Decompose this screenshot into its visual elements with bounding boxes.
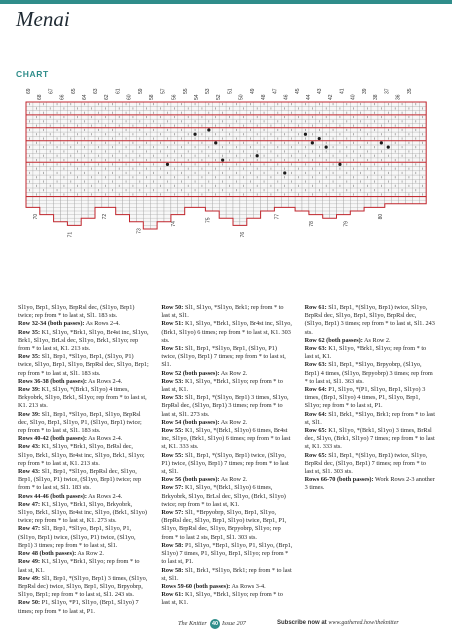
chart-bottom-label: 79 bbox=[343, 221, 350, 227]
chart-top-label: 63 bbox=[93, 88, 100, 94]
instruction-row bbox=[18, 501, 149, 526]
chart-top-label: 57 bbox=[160, 88, 167, 94]
chart-top-label: 41 bbox=[339, 88, 346, 94]
instruction-row bbox=[18, 550, 149, 558]
instruction-row-text: Sl1, Brp1, *Sl1yo, Brp1, Sl1yo, P1, (Sl1yo, Brp1) twice, (Sl1yo, P1) twice, (Sl1yo, Brp1) 3 times; rep from * to last st, Sl1. bbox=[18, 525, 136, 549]
chart-lower-column bbox=[150, 197, 157, 229]
chart-top-label: 62 bbox=[104, 94, 111, 100]
instruction-row-label: Row 50: bbox=[161, 304, 184, 311]
chart-top-label: 58 bbox=[149, 94, 155, 100]
instruction-row-label: Row 58: bbox=[161, 541, 184, 549]
instruction-row bbox=[18, 575, 149, 600]
chart-heading: CHART bbox=[16, 69, 49, 79]
instruction-row-label: Row 51: bbox=[161, 320, 184, 328]
instruction-row-text: As Row 2. bbox=[219, 418, 248, 426]
instruction-row bbox=[161, 370, 292, 378]
instruction-row-text: K1, Sl1yo, *Brk1, Sl1yo, BrRsl dec, Sl1yo, Brk1, Sl1yo, Br4st inc, Sl1yo, Brk1, Sl1yo; rep from * to last st, K1. 213 sts. bbox=[18, 443, 145, 467]
instruction-row-text: Sl1, Brp1, *Sl1yo, Brp1, (Sl1yo, P1) twice, Sl1yo, Brp1, Sl1yo, BrpRsl dec, Sl1yo, Brp1; rep from * to last st, Sl1. 183 sts. bbox=[18, 353, 149, 377]
knitting-chart bbox=[16, 80, 436, 275]
pattern-instructions bbox=[18, 304, 436, 616]
instruction-row-text: As Row 2. bbox=[362, 336, 391, 344]
chart-lower-column bbox=[54, 197, 61, 222]
chart-top-label: 59 bbox=[138, 88, 144, 94]
instruction-row-text: As Row 2. bbox=[219, 476, 248, 484]
instruction-row bbox=[305, 427, 436, 452]
instruction-row-text: K1, Sl1yo, *(Brk1, Sl1yo) 3 times, BrRsl dec, Sl1yo, (Brk1, Sl1yo) 7 times; rep from * to last st, K1. 333 sts. bbox=[304, 427, 435, 451]
chart-top-label: 60 bbox=[126, 94, 133, 100]
chart-lower-column bbox=[143, 197, 150, 229]
instruction-row bbox=[305, 361, 436, 386]
instruction-row-text: Sl1, Brp1, *Sl1yo, Brp1, (Sl1yo, P1) twice, (Sl1yo, Brp1) 7 times; rep from * to last st, Sl1. bbox=[161, 345, 286, 369]
instruction-row-label: Row 51: bbox=[161, 345, 184, 353]
instruction-row-text: Sl1, Brp1, *(Sl1yo, Brp1) twice, Sl1yo, BrpRsl dec, (Sl1yo, Brp1) 7 times; rep from * to last st, Sl1. 303 sts. bbox=[304, 451, 428, 476]
instruction-row-label: Rows 36-38 (both passes): bbox=[18, 377, 87, 385]
instruction-row bbox=[161, 583, 292, 591]
chart-top-label: 65 bbox=[70, 88, 77, 94]
chart-top-label: 69 bbox=[26, 88, 32, 94]
chart-lower-column bbox=[136, 197, 143, 222]
chart-lower-column bbox=[185, 197, 192, 208]
chart-top-label: 52 bbox=[216, 94, 223, 100]
chart-lower-column bbox=[116, 197, 123, 215]
chart-bobble-symbol bbox=[387, 146, 390, 149]
instruction-row-label: Row 65: bbox=[304, 427, 327, 435]
instruction-row-label: Row 47: bbox=[18, 500, 41, 508]
instruction-row bbox=[18, 329, 149, 354]
chart-lower-column bbox=[95, 197, 102, 208]
instruction-row-text: As Rows 2-4. bbox=[86, 377, 123, 385]
instruction-row bbox=[305, 337, 436, 345]
instruction-row-text: P1, Sl1yo, *Brp1, Sl1yo, P1, Sl1yo, (Brp1, Sl1yo) 7 times, P1, Sl1yo, Brp1, Sl1yo; rep from * to last st, P1. bbox=[161, 541, 293, 566]
chart-lower-column bbox=[316, 197, 323, 215]
instruction-row-text: Work Rows 2-3 another 3 times. bbox=[304, 476, 435, 492]
chart-top-label: 66 bbox=[59, 94, 66, 100]
chart-bottom-label: 71 bbox=[67, 231, 74, 238]
chart-top-label: 40 bbox=[350, 94, 357, 100]
chart-lower-column bbox=[33, 197, 40, 208]
chart-lower-column bbox=[281, 197, 288, 208]
instruction-row bbox=[305, 476, 436, 492]
instruction-row-label: Row 35: bbox=[18, 328, 41, 336]
instruction-row bbox=[305, 304, 436, 337]
instruction-row-label: Row 53: bbox=[161, 377, 184, 385]
top-accent-bar bbox=[0, 0, 452, 4]
chart-top-label: 37 bbox=[384, 88, 391, 94]
instruction-row bbox=[18, 599, 149, 615]
instruction-row-text: Sl1yo, Brp1, Sl1yo, BrpRsl dec, (Sl1yo, Brp1) twice; rep from * to last st, Sl1. 183 sts. bbox=[18, 304, 135, 320]
instruction-row-label: Row 54 (both passes): bbox=[161, 418, 220, 426]
instruction-row bbox=[305, 386, 436, 411]
footer-subscribe[interactable] bbox=[277, 620, 399, 626]
instruction-row-text: Sl1, Brp1, *(Sl1yo, Brp1) twice, (Sl1yo, P1) twice, (Sl1yo, Brp1) 7 times; rep from * to last st, Sl1. bbox=[161, 451, 289, 476]
instruction-row-text: K1, Sl1yo, *(Brk1, Sl1yo) 6 times, Br4st inc, Sl1yo, (Brk1, Sl1yo) 6 times; rep from * to last st, K1. 333 sts. bbox=[161, 427, 291, 451]
instruction-row bbox=[305, 452, 436, 477]
chart-bobble-symbol bbox=[166, 163, 169, 166]
chart-top-label: 45 bbox=[294, 88, 301, 94]
chart-top-label: 46 bbox=[283, 94, 290, 100]
instruction-row-label: Rows 40-42 (both passes): bbox=[18, 435, 87, 443]
chart-top-label: 48 bbox=[261, 94, 267, 100]
instruction-row-text: K1, Sl1yo, *Brk1, Sl1yo; rep from * to last st, K1. bbox=[161, 377, 283, 394]
chart-bottom-label: 77 bbox=[274, 213, 281, 220]
instruction-row-label: Row 49: bbox=[18, 574, 41, 582]
chart-bobble-symbol bbox=[207, 128, 210, 131]
instruction-row-text: Sl1, Brk1, *Sl1yo, Brk1; rep from * to last st, Sl1. bbox=[161, 566, 292, 582]
instruction-row-text: K1, Sl1yo, *Brk1, Sl1yo, Brkyobrk, Sl1yo, Brk1, Sl1yo, Br4st inc, Sl1yo, (Brk1, Sl1yo) twice; rep from * to last st, K1. 273 sts. bbox=[18, 500, 148, 525]
instruction-row bbox=[161, 591, 292, 607]
page-footer bbox=[0, 618, 452, 632]
instruction-row bbox=[161, 427, 292, 452]
instruction-row-text: K1, Sl1yo, *Brk1, Sl1yo; rep from * to last st, K1. bbox=[161, 591, 283, 607]
chart-top-label: 38 bbox=[373, 94, 379, 100]
instruction-row bbox=[161, 509, 292, 542]
instruction-row-text: P1, Sl1yo, *(P1, Sl1yo, Brp1, Sl1yo) 3 times, (Brp1, Sl1yo) 4 times, P1, Sl1yo, Brp1, Sl1yo; rep from * to last st, P1. bbox=[304, 386, 426, 410]
chart-top-label: 67 bbox=[48, 88, 55, 94]
chart-lower-column bbox=[288, 197, 295, 208]
instruction-row-label: Row 32-34 (both passes): bbox=[18, 320, 85, 328]
instruction-row-label: Row 61: bbox=[304, 304, 327, 311]
instruction-row-label: Row 47: bbox=[18, 525, 41, 533]
chart-lower-column bbox=[309, 197, 316, 215]
chart-bobble-symbol bbox=[193, 133, 196, 136]
chart-lower-column bbox=[371, 197, 378, 208]
instruction-row-text: P1, Sl1yo, *P1, Sl1yo, (Brp1, Sl1yo) 7 times; rep from * to last st, P1. bbox=[18, 599, 139, 615]
instruction-row-text: As Rows 2-4. bbox=[84, 320, 120, 328]
chart-top-label: 36 bbox=[395, 94, 402, 100]
chart-lower-column bbox=[364, 197, 371, 208]
instruction-row bbox=[18, 304, 149, 320]
chart-lower-column bbox=[199, 197, 206, 208]
instruction-row-label: Row 50: bbox=[18, 599, 41, 607]
chart-lower-column bbox=[47, 197, 54, 215]
chart-top-label: 42 bbox=[328, 94, 335, 100]
footer-subscribe-url[interactable]: www.gathered.how/theknitter bbox=[328, 620, 399, 626]
footer-subscribe-label: Subscribe now at bbox=[277, 620, 327, 626]
instruction-row bbox=[18, 386, 149, 411]
chart-lower-column bbox=[171, 197, 178, 215]
instruction-row-text: Sl1, Brp1, *Sl1yo, BrpRsl dec, Sl1yo, Brp1, (Sl1yo, P1) twice, (Sl1yo, Brp1) twice; rep from * to last st, Sl1. 183 sts. bbox=[18, 468, 142, 492]
instruction-row-label: Row 57: bbox=[161, 509, 184, 517]
instruction-row-label: Row 55: bbox=[161, 427, 184, 435]
chart-top-label: 35 bbox=[406, 88, 413, 94]
chart-lower-column bbox=[192, 197, 199, 208]
chart-top-label: 68 bbox=[37, 94, 43, 100]
instruction-row-text: Sl1, Brp1, *(Sl1yo, Brp1) 3 times, (Sl1yo, BrpRsl dec) twice, Sl1yo, Brp1, Sl1yo, Brpyobrp, Sl1yo, Brp1; rep from * to last st, Sl1. 243 sts. bbox=[18, 574, 148, 599]
instruction-row-text: As Rows 2-4. bbox=[86, 435, 123, 443]
instruction-row bbox=[161, 484, 292, 509]
chart-top-label: 51 bbox=[227, 88, 234, 94]
instruction-row bbox=[305, 345, 436, 361]
instruction-row-label: Row 49: bbox=[18, 558, 41, 566]
instruction-row bbox=[161, 567, 292, 583]
chart-top-label: 50 bbox=[238, 94, 245, 100]
chart-top-label: 61 bbox=[115, 88, 122, 94]
chart-lower-column bbox=[123, 197, 130, 215]
instruction-row-label: Rows 44-46 (both passes): bbox=[18, 492, 87, 500]
chart-bobble-symbol bbox=[380, 141, 383, 144]
chart-bobble-symbol bbox=[283, 171, 286, 174]
chart-bobble-symbol bbox=[214, 141, 217, 144]
chart-top-label: 55 bbox=[182, 88, 189, 94]
instruction-row-text: Sl1, Sl1yo, *Sl1yo, Brk1; rep from * to last st, Sl1. bbox=[161, 304, 284, 320]
instruction-row-text: K1, Sl1yo, *Brk1, Sl1yo, Br4st inc, Sl1yo, Brk1, Sl1yo, BrLsl dec, Sl1yo, Brk1, Sl1yo; rep from * to last st, K1. 213 sts. bbox=[18, 328, 149, 353]
instruction-row-label: Row 43: bbox=[18, 443, 41, 451]
chart-top-label: 43 bbox=[317, 88, 324, 94]
chart-top-label: 44 bbox=[305, 94, 312, 100]
instruction-row-text: Sl1, *Brpyobrp, Sl1yo, Brp1, Sl1yo, (BrpRsl dec, Sl1yo, Brp1, Sl1yo) twice, Brp1, P1, Sl1yo, BrpRsl dec, Sl1yo, Brpyobrp, Sl1yo; rep from * to last 2 sts, Brp1, Sl1. 303 sts. bbox=[161, 509, 287, 541]
chart-bobble-symbol bbox=[338, 163, 341, 166]
chart-lower-column bbox=[40, 197, 47, 215]
instruction-row-label: Row 58: bbox=[161, 566, 184, 574]
chart-bobble-symbol bbox=[304, 133, 307, 136]
chart-lower-column bbox=[109, 197, 116, 208]
chart-bottom-label: 74 bbox=[170, 221, 177, 227]
footer-issue: Issue 207 bbox=[222, 620, 246, 627]
instruction-row bbox=[18, 411, 149, 436]
chart-bottom-label: 73 bbox=[136, 228, 143, 234]
chart-bobble-symbol bbox=[325, 146, 328, 149]
chart-top-label: 53 bbox=[205, 88, 212, 94]
instruction-row bbox=[18, 353, 149, 378]
instruction-row-label: Row 63: bbox=[304, 345, 327, 353]
instruction-row-text: Sl1, Brk1, *Sl1yo, Brk1; rep from * to last st, Sl1. bbox=[304, 410, 436, 426]
instruction-row bbox=[161, 476, 292, 484]
instruction-row bbox=[18, 378, 149, 386]
instruction-row-text: As Rows 3-4. bbox=[230, 582, 266, 590]
chart-lower-column bbox=[378, 197, 385, 208]
instruction-row-label: Row 56 (both passes): bbox=[161, 476, 220, 484]
instruction-row-label: Row 35: bbox=[18, 353, 41, 361]
chart-top-label: 49 bbox=[250, 88, 256, 94]
chart-top-label: 39 bbox=[362, 88, 368, 94]
instruction-row bbox=[18, 443, 149, 468]
chart-bobble-symbol bbox=[221, 158, 224, 161]
instruction-row bbox=[161, 320, 292, 345]
instruction-row-label: Row 53: bbox=[161, 394, 184, 402]
instruction-row-text: K1, Sl1yo, *(Brk1, Sl1yo) 6 times, Brkyobrk, Sl1yo, BrLsl dec, Sl1yo, (Brk1, Sl1yo) twice; rep from * to last st, K1. bbox=[161, 484, 286, 508]
instruction-row-text: Sl1, Brp1, *(Sl1yo, Brp1) 3 times, Sl1yo, BrpRsl dec, (Sl1yo, Brp1) 3 times; rep from * to last st, Sl1. 273 sts. bbox=[161, 394, 289, 418]
instruction-row bbox=[161, 304, 292, 320]
instruction-row-label: Row 64: bbox=[304, 386, 327, 394]
instruction-row bbox=[161, 378, 292, 394]
chart-bottom-label: 70 bbox=[32, 213, 39, 220]
chart-lower-column bbox=[102, 197, 109, 208]
chart-top-label: 64 bbox=[81, 94, 88, 100]
instruction-row-label: Row 39: bbox=[18, 410, 41, 418]
instruction-row-label: Row 39: bbox=[18, 386, 41, 394]
instruction-row-text: K1, Sl1yo, *Brk1, Sl1yo; rep from * to last st, K1. bbox=[18, 558, 140, 574]
chart-grid-svg bbox=[16, 80, 436, 275]
instruction-row-label: Row 63: bbox=[304, 361, 327, 369]
instruction-row bbox=[305, 411, 436, 427]
instruction-row bbox=[161, 452, 292, 477]
instruction-row-text: Sl1, Brp1, *Sl1yo, Brpyobrp, (Sl1yo, Brp1) 4 times, (Sl1yo, Brpyobrp) 3 times; rep from * to last st, Sl1. 363 sts. bbox=[304, 361, 433, 385]
chart-lower-column bbox=[274, 197, 281, 208]
chart-lower-column bbox=[337, 197, 344, 215]
instruction-row-text: K1, Sl1yo, *Brk1, Sl1yo, Br4st inc, Sl1yo, (Brk1, Sl1yo) 6 times; rep from * to last st, K1. 303 sts. bbox=[161, 320, 292, 344]
instruction-row bbox=[18, 493, 149, 501]
instruction-row bbox=[161, 419, 292, 427]
instruction-row-label: Row 62 (both passes): bbox=[304, 336, 363, 344]
instruction-row-label: Row 61: bbox=[161, 591, 184, 599]
chart-lower-column bbox=[343, 197, 350, 215]
instruction-row-text: As Row 2. bbox=[76, 550, 104, 558]
chart-lower-column bbox=[178, 197, 185, 215]
instruction-row bbox=[18, 525, 149, 550]
instruction-row-label: Row 52 (both passes): bbox=[161, 369, 220, 377]
instruction-row bbox=[18, 558, 149, 574]
instruction-row bbox=[18, 435, 149, 443]
instruction-row-label: Row 57: bbox=[161, 484, 184, 492]
chart-bottom-label: 75 bbox=[205, 217, 212, 223]
instruction-row-text: K1, Sl1yo, *Brk1, Sl1yo; rep from * to last st, K1. bbox=[304, 345, 427, 361]
instruction-row-label: Row 43: bbox=[18, 468, 41, 476]
page-title: Menai bbox=[16, 7, 70, 31]
instruction-row-text: As Rows 2-4. bbox=[86, 492, 123, 500]
instruction-row-text: Sl1, Brp1, *Sl1yo, Brp1, Sl1yo, BrpRsl dec, Sl1yo, Brp1, Sl1yo, P1, (Sl1yo, Brp1) twice; rep from * to last st, Sl1. 183 sts. bbox=[18, 410, 142, 435]
chart-lower-column bbox=[61, 197, 68, 222]
chart-bottom-label: 72 bbox=[101, 213, 108, 220]
chart-top-label: 54 bbox=[193, 94, 200, 100]
instruction-row-label: Row 55: bbox=[161, 451, 184, 459]
chart-top-label: 56 bbox=[171, 94, 178, 100]
instruction-row bbox=[18, 468, 149, 493]
chart-lower-column bbox=[164, 197, 171, 222]
instruction-row bbox=[161, 542, 292, 567]
instruction-row-label: Rows 66-70 (both passes): bbox=[304, 476, 374, 484]
chart-lower-column bbox=[26, 197, 33, 208]
instruction-row-text: As Row 2. bbox=[219, 369, 248, 377]
instruction-row bbox=[161, 394, 292, 419]
chart-bobble-symbol bbox=[256, 154, 259, 157]
chart-bottom-label: 76 bbox=[239, 231, 246, 238]
instruction-row-label: Row 65: bbox=[304, 451, 327, 459]
footer-page-number: 40 bbox=[211, 621, 219, 627]
chart-lower-column bbox=[157, 197, 164, 222]
instruction-row-text: Sl1, Brp1, *(Sl1yo, Brp1) twice, Sl1yo, BrpRsl dec, Sl1yo, Brp1, Sl1yo, BrpRsl dec, (Sl1yo, Brp1) 3 times; rep from * to last st, Sl1. 243 sts. bbox=[304, 304, 435, 336]
chart-bottom-label: 80 bbox=[377, 213, 384, 220]
instruction-row bbox=[161, 345, 292, 370]
instruction-row-text: K1, Sl1yo, *(Brk1, Sl1yo) 4 times, Brkyobrk, Sl1yo, Brk1, Sl1yo; rep from * to last st, K1. 213 sts. bbox=[18, 386, 147, 410]
chart-bobble-symbol bbox=[311, 141, 314, 144]
chart-top-label: 47 bbox=[272, 88, 279, 94]
footer-magazine: The Knitter bbox=[178, 620, 207, 627]
instruction-row-label: Row 48 (both passes): bbox=[18, 550, 77, 558]
instruction-row-label: Rows 59-60 (both passes): bbox=[161, 582, 231, 590]
instruction-row-label: Row 64: bbox=[304, 410, 327, 418]
chart-bobble-symbol bbox=[318, 137, 321, 140]
chart-bottom-label: 78 bbox=[308, 221, 315, 227]
chart-lower-column bbox=[130, 197, 137, 222]
instruction-row bbox=[18, 320, 149, 328]
